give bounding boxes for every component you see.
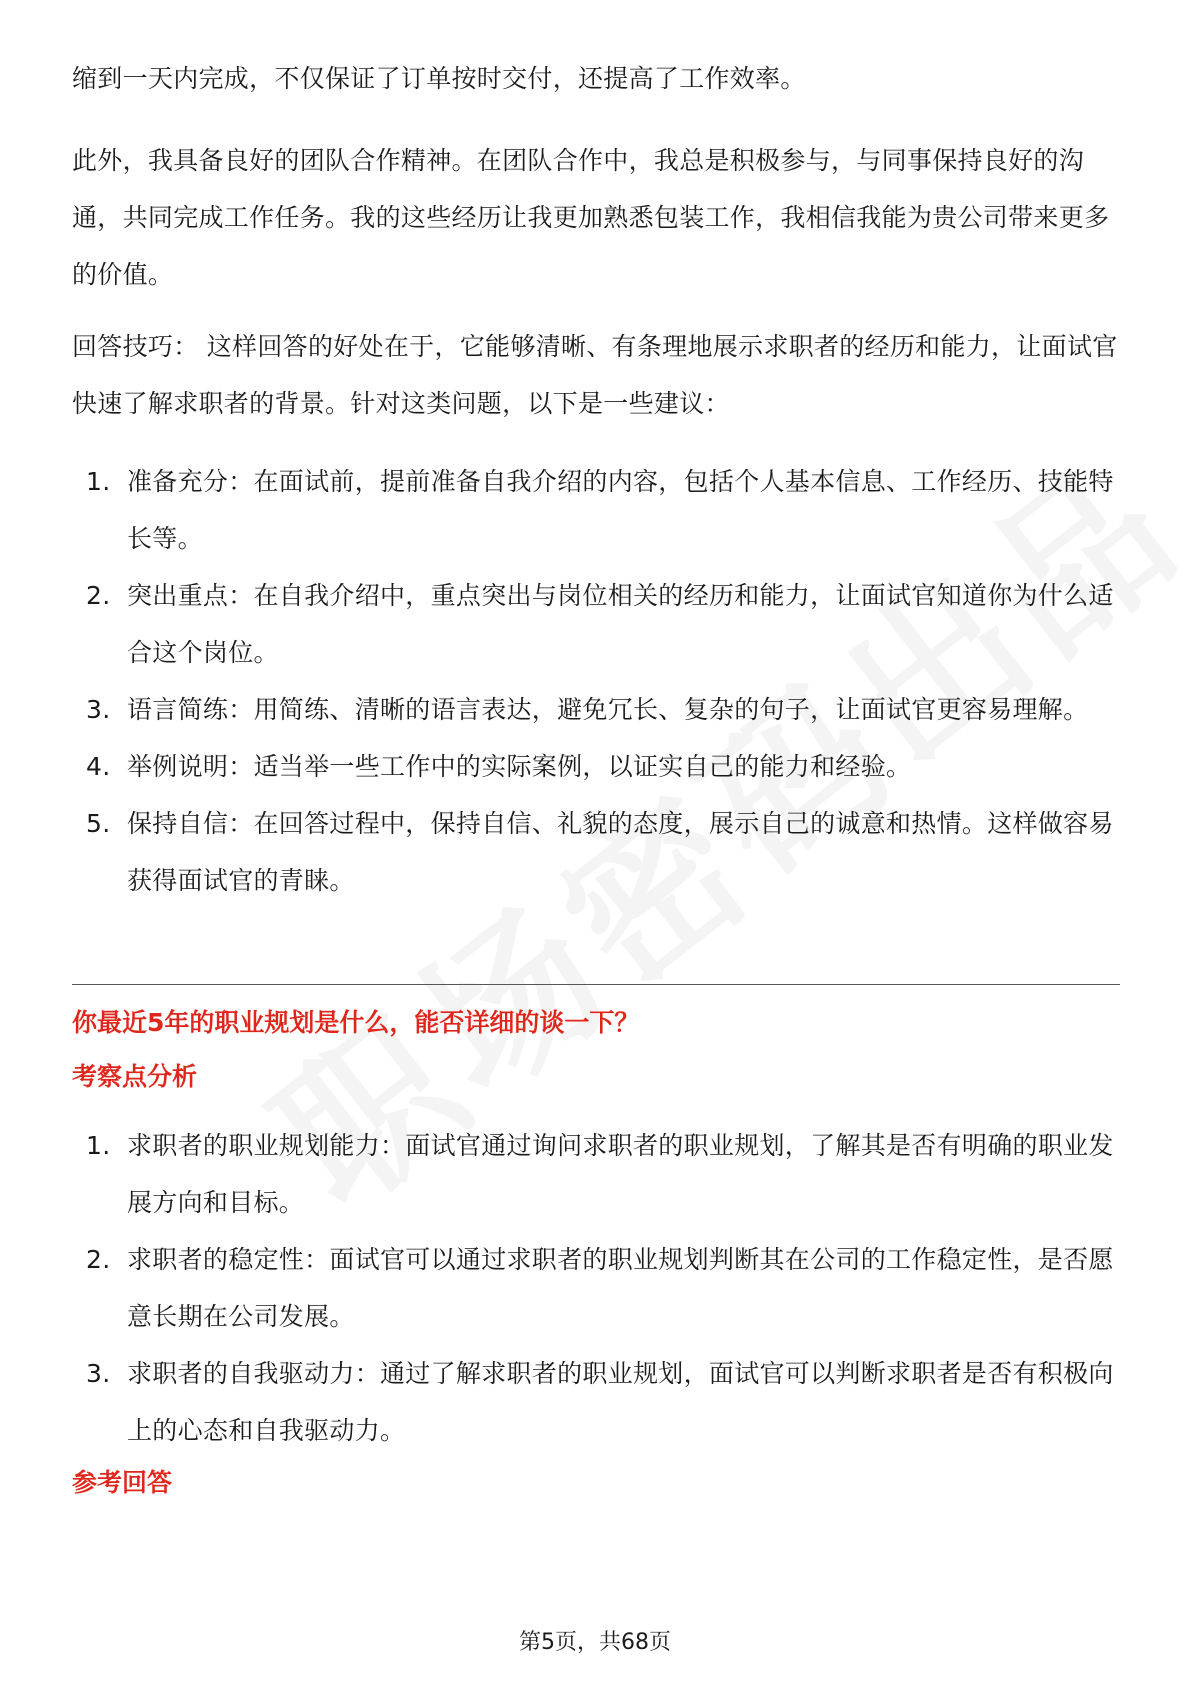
- list-number: 1.: [86, 1131, 111, 1160]
- list-number: 5.: [86, 809, 111, 838]
- list-text: 求职者的稳定性：面试官可以通过求职者的职业规划判断其在公司的工作稳定性，是否愿意长期在公司发展。: [127, 1245, 1114, 1331]
- list-text: 求职者的自我驱动力：通过了解求职者的职业规划，面试官可以判断求职者是否有积极向上的心态和自我驱动力。: [127, 1359, 1114, 1445]
- list-number: 2.: [86, 1245, 111, 1274]
- list-number: 2.: [86, 581, 111, 610]
- analysis-list: [72, 1117, 1120, 1459]
- list-item: [72, 1117, 1120, 1231]
- list-item: [72, 681, 1120, 738]
- list-text: 保持自信：在回答过程中，保持自信、礼貌的态度，展示自己的诚意和热情。这样做容易获得面试官的青睐。: [127, 809, 1114, 895]
- teamwork-paragraph: 此外，我具备良好的团队合作精神。在团队合作中，我总是积极参与，与同事保持良好的沟通，共同完成工作任务。我的这些经历让我更加熟悉包装工作，我相信我能为贵公司带来更多的价值。: [72, 146, 1110, 289]
- continuation-paragraph: 缩到一天内完成，不仅保证了订单按时交付，还提高了工作效率。: [72, 64, 806, 93]
- list-number: 3.: [86, 695, 111, 724]
- list-text: 语言简练：用简练、清晰的语言表达，避免冗长、复杂的句子，让面试官更容易理解。: [127, 695, 1089, 724]
- list-text: 求职者的职业规划能力：面试官通过询问求职者的职业规划，了解其是否有明确的职业发展方向和目标。: [127, 1131, 1114, 1217]
- list-item: [72, 1345, 1120, 1459]
- tips-paragraph: 回答技巧： 这样回答的好处在于，它能够清晰、有条理地展示求职者的经历和能力，让面试官快速了解求职者的背景。针对这类问题，以下是一些建议：: [72, 332, 1118, 418]
- list-number: 3.: [86, 1359, 111, 1388]
- reference-heading: 参考回答: [72, 1468, 173, 1497]
- list-item: [72, 1231, 1120, 1345]
- list-text: 举例说明：适当举一些工作中的实际案例，以证实自己的能力和经验。: [127, 752, 912, 781]
- section-divider: [72, 984, 1120, 985]
- analysis-heading: 考察点分析: [72, 1062, 198, 1091]
- tips-list: [72, 453, 1120, 909]
- list-text: 突出重点：在自我介绍中，重点突出与岗位相关的经历和能力，让面试官知道你为什么适合这个岗位。: [127, 581, 1114, 667]
- list-item: [72, 567, 1120, 681]
- list-number: 1.: [86, 467, 111, 496]
- list-item: [72, 453, 1120, 567]
- list-number: 4.: [86, 752, 111, 781]
- question-title: 你最近5年的职业规划是什么，能否详细的谈一下？: [72, 1008, 640, 1037]
- list-item: [72, 738, 1120, 795]
- list-text: 准备充分：在面试前，提前准备自我介绍的内容，包括个人基本信息、工作经历、技能特长等。: [127, 467, 1114, 553]
- list-item: [72, 795, 1120, 909]
- page-footer: 第5页，共68页: [519, 1630, 671, 1655]
